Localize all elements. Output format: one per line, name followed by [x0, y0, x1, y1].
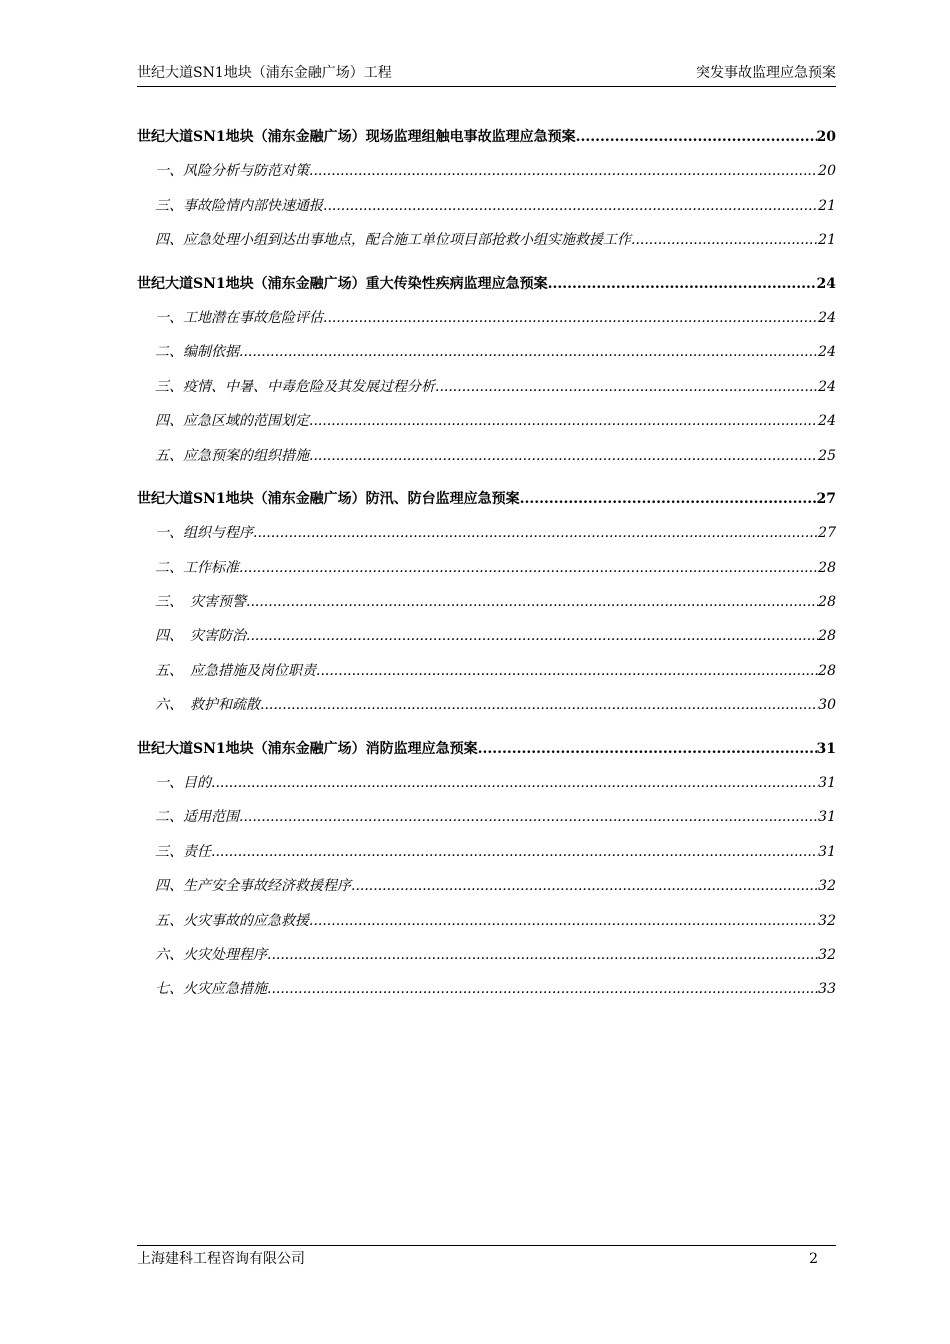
- toc-entry-label: 四、生产安全事故经济救援程序: [155, 878, 351, 895]
- toc-entry[interactable]: [137, 516, 836, 550]
- toc-section: [137, 120, 836, 258]
- toc-section: [137, 267, 836, 473]
- toc-heading-title: 世纪大道SN1地块（浦东金融广场）消防监理应急预案: [137, 740, 478, 757]
- dot-leader: [260, 688, 818, 722]
- toc-entry-page: 21: [818, 232, 836, 249]
- toc-heading[interactable]: [137, 482, 836, 516]
- toc-entry-page: 25: [818, 447, 836, 464]
- dot-leader: [351, 869, 818, 903]
- toc-entry-page: 28: [818, 559, 836, 576]
- dot-leader: [267, 938, 818, 972]
- toc-entry-label: 三、事故险情内部快速通报: [155, 197, 323, 214]
- toc-entry-label: 二、适用范围: [155, 809, 239, 826]
- toc-entry-label: 三、 灾害预警: [155, 594, 246, 611]
- toc-entry[interactable]: [137, 972, 836, 1006]
- toc-entry-page: 24: [818, 378, 836, 395]
- dot-leader: [309, 404, 818, 438]
- toc-entry[interactable]: [137, 800, 836, 834]
- toc-entry-label: 七、火灾应急措施: [155, 981, 267, 998]
- dot-leader: [309, 439, 818, 473]
- toc-entry[interactable]: [137, 404, 836, 438]
- toc-heading-page: 27: [816, 490, 836, 507]
- toc-entry-page: 32: [818, 912, 836, 929]
- header-document-title: 突发事故监理应急预案: [696, 65, 836, 81]
- toc-entry[interactable]: [137, 654, 836, 688]
- toc-entry[interactable]: [137, 619, 836, 653]
- toc-entry[interactable]: [137, 223, 836, 257]
- dot-leader: [309, 904, 818, 938]
- toc-entry-label: 一、目的: [155, 775, 211, 792]
- footer-page-number: 2: [809, 1251, 818, 1267]
- toc-entry[interactable]: [137, 904, 836, 938]
- toc-heading[interactable]: [137, 120, 836, 154]
- toc-entry[interactable]: [137, 766, 836, 800]
- toc-entry-label: 一、风险分析与防范对策: [155, 163, 309, 180]
- page-header: [137, 60, 836, 87]
- toc-entry-page: 31: [818, 843, 836, 860]
- toc-heading[interactable]: [137, 267, 836, 301]
- toc-entry-label: 三、责任: [155, 843, 211, 860]
- toc-entry-label: 一、工地潜在事故危险评估: [155, 309, 323, 326]
- toc-entry-page: 24: [818, 309, 836, 326]
- toc-heading-page: 31: [816, 740, 836, 757]
- dot-leader: [253, 516, 818, 550]
- toc-heading-title: 世纪大道SN1地块（浦东金融广场）防汛、防台监理应急预案: [137, 490, 520, 507]
- toc-heading-page: 20: [816, 129, 836, 145]
- dot-leader: [548, 267, 817, 301]
- toc-heading[interactable]: [137, 732, 836, 766]
- dot-leader: [478, 732, 817, 766]
- toc-entry-page: 28: [818, 628, 836, 645]
- toc-entry-page: 30: [818, 697, 836, 714]
- toc-entry-page: 20: [818, 163, 836, 180]
- toc-entry-label: 五、应急预案的组织措施: [155, 447, 309, 464]
- toc-entry-page: 28: [818, 662, 836, 679]
- toc-section: [137, 482, 836, 723]
- toc-heading-title: 世纪大道SN1地块（浦东金融广场）现场监理组触电事故监理应急预案: [137, 129, 576, 145]
- toc-entry[interactable]: [137, 335, 836, 369]
- toc-section: [137, 732, 836, 1007]
- toc-entry-page: 31: [818, 809, 836, 826]
- header-project-title: 世纪大道SN1地块（浦东金融广场）工程: [137, 65, 392, 81]
- toc-entry[interactable]: [137, 585, 836, 619]
- page-footer: [137, 1245, 836, 1272]
- dot-leader: [246, 619, 818, 653]
- toc-entry[interactable]: [137, 154, 836, 188]
- toc-entry-label: 五、火灾事故的应急救援: [155, 912, 309, 929]
- toc-entry[interactable]: [137, 688, 836, 722]
- dot-leader: [267, 972, 818, 1006]
- dot-leader: [211, 835, 818, 869]
- dot-leader: [239, 800, 818, 834]
- dot-leader: [435, 370, 818, 404]
- dot-leader: [576, 120, 817, 154]
- dot-leader: [246, 585, 818, 619]
- toc-entry-label: 六、 救护和疏散: [155, 697, 260, 714]
- toc-entry-page: 21: [818, 197, 836, 214]
- toc-entry[interactable]: [137, 869, 836, 903]
- toc-entry-label: 一、组织与程序: [155, 525, 253, 542]
- dot-leader: [631, 223, 818, 257]
- dot-leader: [239, 335, 818, 369]
- toc-entry-page: 33: [818, 981, 836, 998]
- toc-entry-label: 四、 灾害防治: [155, 628, 246, 645]
- toc-entry-page: 24: [818, 344, 836, 361]
- toc-entry-label: 四、应急处理小组到达出事地点，配合施工单位项目部抢救小组实施救援工作: [155, 232, 631, 249]
- toc-entry-label: 六、火灾处理程序: [155, 946, 267, 963]
- dot-leader: [316, 654, 818, 688]
- table-of-contents: [137, 120, 836, 1016]
- toc-entry[interactable]: [137, 938, 836, 972]
- toc-entry-label: 二、工作标准: [155, 559, 239, 576]
- toc-entry-page: 32: [818, 878, 836, 895]
- dot-leader: [239, 551, 818, 585]
- toc-entry[interactable]: [137, 439, 836, 473]
- toc-entry[interactable]: [137, 301, 836, 335]
- toc-entry-label: 二、编制依据: [155, 344, 239, 361]
- dot-leader: [323, 301, 818, 335]
- toc-entry[interactable]: [137, 370, 836, 404]
- dot-leader: [211, 766, 818, 800]
- toc-entry-label: 四、应急区域的范围划定: [155, 413, 309, 430]
- toc-entry-page: 28: [818, 594, 836, 611]
- toc-entry[interactable]: [137, 835, 836, 869]
- dot-leader: [309, 154, 818, 188]
- toc-entry-label: 五、 应急措施及岗位职责: [155, 662, 316, 679]
- dot-leader: [323, 189, 818, 223]
- toc-entry[interactable]: [137, 189, 836, 223]
- toc-heading-page: 24: [816, 275, 836, 292]
- toc-entry[interactable]: [137, 551, 836, 585]
- dot-leader: [520, 482, 817, 516]
- toc-entry-page: 27: [818, 525, 836, 542]
- toc-heading-title: 世纪大道SN1地块（浦东金融广场）重大传染性疾病监理应急预案: [137, 275, 548, 292]
- toc-entry-label: 三、疫情、中暑、中毒危险及其发展过程分析: [155, 378, 435, 395]
- toc-entry-page: 32: [818, 946, 836, 963]
- footer-company: 上海建科工程咨询有限公司: [137, 1251, 305, 1267]
- toc-entry-page: 24: [818, 413, 836, 430]
- toc-entry-page: 31: [818, 775, 836, 792]
